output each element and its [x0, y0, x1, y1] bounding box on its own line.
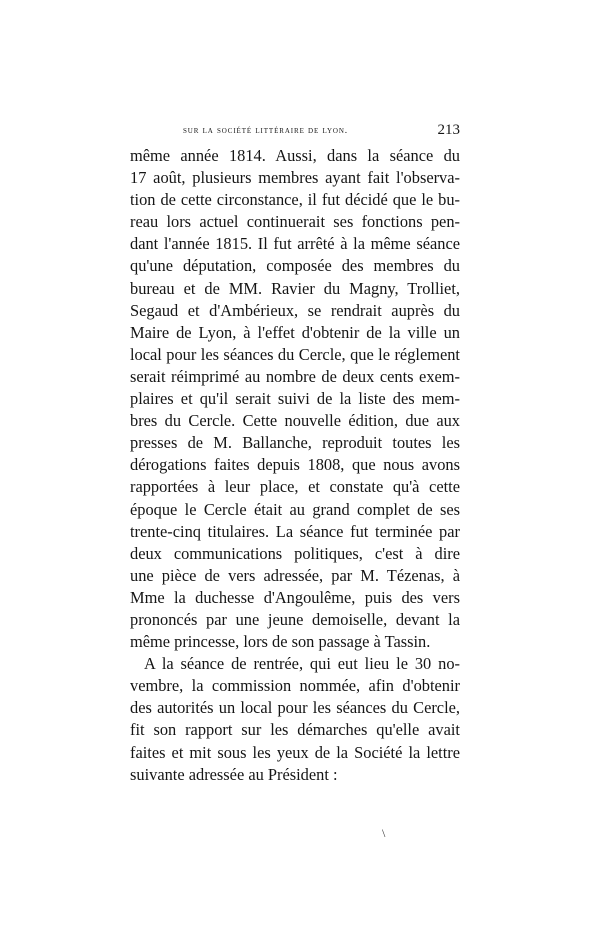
text-line: deux communications politiques, c'est à dire	[130, 543, 460, 563]
text-line: presses de M. Ballanche, reproduit toutes les	[130, 433, 460, 453]
text-line: rapportées à leur place, et constate qu'à cette	[130, 477, 460, 497]
text-line: époque le Cercle était au grand complet de ses	[130, 499, 460, 519]
text-line: fit son rapport sur les démarches qu'elle avait	[130, 720, 460, 740]
paragraph-1	[130, 145, 460, 653]
text-line: Maire de Lyon, à l'effet d'obtenir de la ville un	[130, 322, 460, 342]
text-line: qu'une députation, composée des membres du	[130, 256, 460, 276]
text-line: même princesse, lors de son passage à Tassin.	[130, 632, 431, 652]
text-line: dérogations faites depuis 1808, que nous avons	[130, 455, 460, 475]
body-text	[130, 145, 460, 786]
text-line: local pour les séances du Cercle, que le réglement	[130, 344, 460, 364]
text-line: bres du Cercle. Cette nouvelle édition, due aux	[130, 411, 460, 431]
text-line: dant l'année 1815. Il fut arrêté à la même séance	[130, 234, 460, 254]
text-line: A la séance de rentrée, qui eut lieu le 30 no-	[144, 654, 460, 674]
text-line: Segaud et d'Ambérieux, se rendrait auprès du	[130, 300, 460, 320]
text-line: vembre, la commission nommée, afin d'obtenir	[130, 676, 460, 696]
text-line: bureau et de MM. Ravier du Magny, Trolliet,	[130, 278, 460, 298]
text-line: reau lors actuel continuerait ses fonctions pen-	[130, 212, 460, 232]
text-line: prononcés par une jeune demoiselle, devant la	[130, 609, 460, 629]
text-line: Mme la duchesse d'Angoulême, puis des vers	[130, 587, 460, 607]
text-line: une pièce de vers adressée, par M. Tézenas, à	[130, 565, 460, 585]
text-line: suivante adressée au Président :	[130, 764, 338, 784]
text-line: trente-cinq titulaires. La séance fut terminée par	[130, 521, 460, 541]
text-line: serait réimprimé au nombre de deux cents exem-	[130, 366, 460, 386]
paragraph-2	[130, 653, 460, 786]
text-line: plaires et qu'il serait suivi de la liste des mem-	[130, 389, 460, 409]
running-title: sur la société littéraire de lyon.	[183, 126, 349, 136]
stray-ink-mark: \	[382, 826, 386, 840]
text-line: des autorités un local pour les séances du Cercle,	[130, 698, 460, 718]
text-line: tion de cette circonstance, il fut décidé que le bu-	[130, 190, 460, 210]
text-line: faites et mit sous les yeux de la Société la lettre	[130, 742, 460, 762]
text-line: 17 août, plusieurs membres ayant fait l'observa-	[130, 168, 460, 188]
running-head	[130, 122, 460, 142]
text-line: même année 1814. Aussi, dans la séance du	[130, 146, 460, 165]
page-number: 213	[437, 122, 460, 138]
